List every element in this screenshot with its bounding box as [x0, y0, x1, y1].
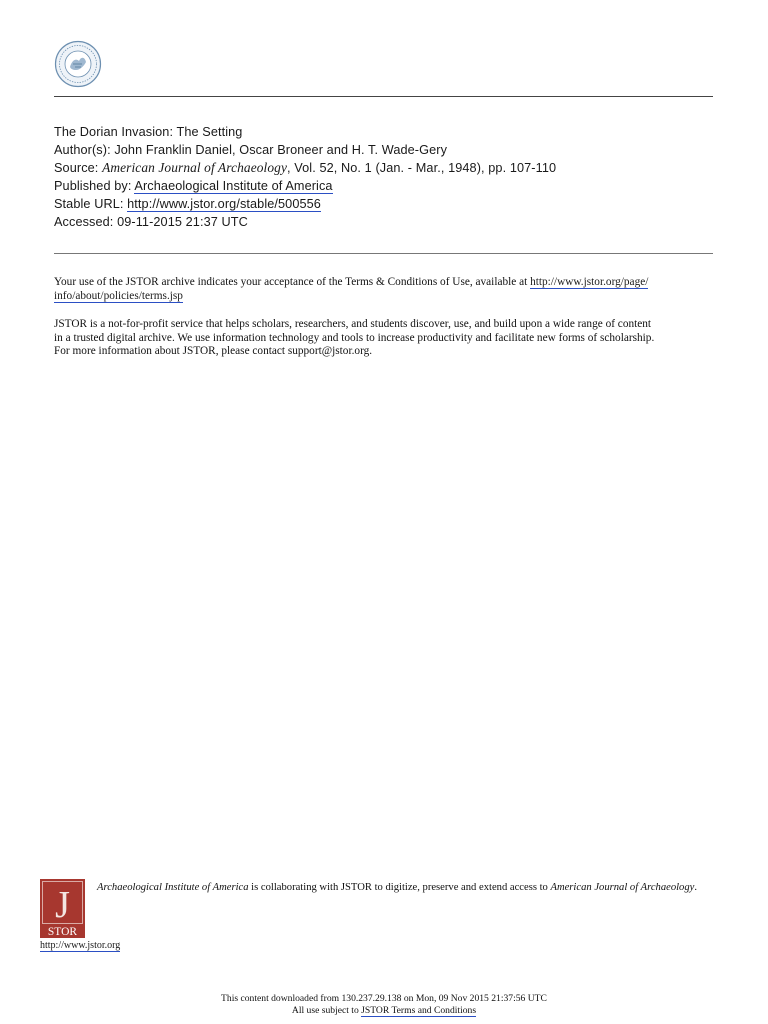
publisher-link[interactable]: Archaeological Institute of America: [134, 179, 333, 193]
authors-value: John Franklin Daniel, Oscar Broneer and H. T. Wade-Gery: [114, 143, 448, 157]
authors-line: [54, 141, 724, 159]
terms-footer-line: [0, 1005, 768, 1017]
accessed-value: 09-11-2015 21:37 UTC: [117, 215, 248, 229]
article-title: The Dorian Invasion: The Setting: [54, 125, 243, 139]
terms-link-part1[interactable]: http://www.jstor.org/page/: [530, 276, 649, 288]
journal-seal-icon: [54, 40, 102, 88]
source-line: [54, 159, 724, 177]
collaboration-statement: [97, 880, 727, 895]
about-line-1: JSTOR is a not-for-profit service that helps scholars, researchers, and students discover, use, and build upon a wide range of content: [54, 318, 652, 330]
stable-url-link[interactable]: http://www.jstor.org/stable/500556: [127, 197, 321, 211]
about-line-3: For more information about JSTOR, please contact support@jstor.org.: [54, 345, 373, 357]
stable-url-label: Stable URL:: [54, 197, 124, 211]
source-label: Source:: [54, 161, 99, 175]
terms-notice: [54, 276, 714, 303]
about-line-2: in a trusted digital archive. We use information technology and tools to increase productivity and facilitate new forms of scholarship.: [54, 331, 655, 344]
jstor-logo-icon[interactable]: [40, 879, 85, 938]
stable-url-line: [54, 195, 724, 213]
about-jstor-notice: [54, 318, 714, 359]
terms-footer-prefix: All use subject to: [291, 1004, 362, 1016]
download-footer: [0, 993, 768, 1016]
authors-label: Author(s):: [54, 143, 111, 157]
collab-journal: American Journal of Archaeology: [550, 882, 695, 893]
accessed-label: Accessed:: [54, 215, 114, 229]
terms-conditions-link[interactable]: JSTOR Terms and Conditions: [361, 1004, 477, 1016]
terms-link-part2[interactable]: info/about/policies/terms.jsp: [54, 289, 183, 302]
header-divider: [54, 96, 713, 97]
jstor-logo-wordmark: STOR: [47, 926, 78, 938]
accessed-line: [54, 213, 724, 231]
source-journal: American Journal of Archaeology: [102, 160, 288, 175]
collab-org: Archaeological Institute of America: [97, 882, 249, 893]
collab-text: is collaborating with JSTOR to digitize, preserve and extend access to: [248, 882, 551, 893]
publisher-label: Published by:: [54, 179, 132, 193]
jstor-home-link[interactable]: http://www.jstor.org: [40, 940, 121, 951]
jstor-logo-letter: J: [55, 884, 70, 926]
section-divider: [54, 253, 713, 254]
terms-text: Your use of the JSTOR archive indicates your acceptance of the Terms & Conditions of Use, available at: [54, 276, 531, 288]
citation-block: [54, 123, 724, 231]
download-info: This content downloaded from 130.237.29.138 on Mon, 09 Nov 2015 21:37:56 UTC: [221, 993, 547, 1004]
publisher-line: [54, 177, 724, 195]
collab-end: .: [694, 882, 698, 893]
source-details: , Vol. 52, No. 1 (Jan. - Mar., 1948), pp. 107-110: [287, 161, 557, 175]
